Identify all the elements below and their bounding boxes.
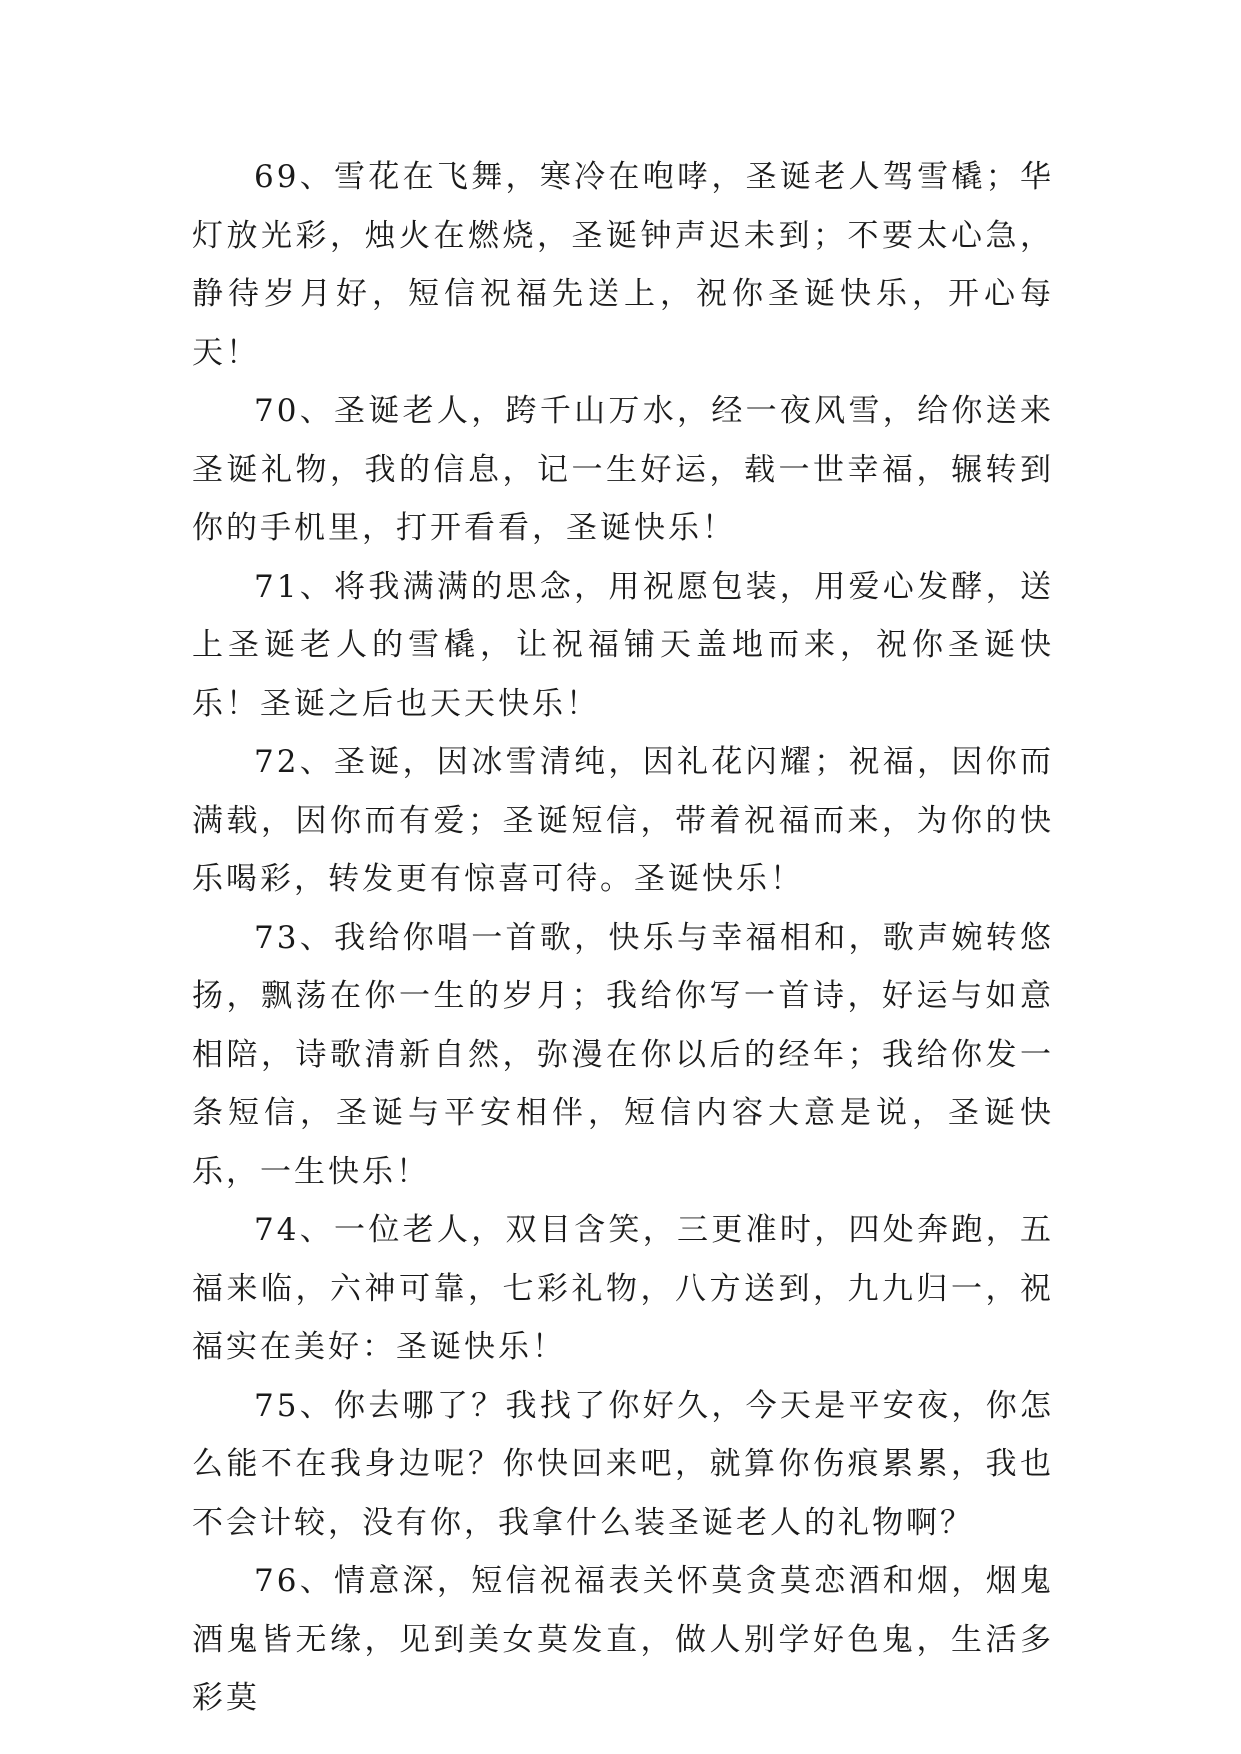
paragraph-69: 69、雪花在飞舞，寒冷在咆哮，圣诞老人驾雪橇；华灯放光彩，烛火在燃烧，圣诞钟声迟未到；不要太心急，静待岁月好，短信祝福先送上，祝你圣诞快乐，开心每天！ [192, 159, 1054, 371]
paragraph-71: 71、将我满满的思念，用祝愿包装，用爱心发酵，送上圣诞老人的雪橇，让祝福铺天盖地而来，祝你圣诞快乐！圣诞之后也天天快乐！ [192, 568, 1054, 722]
paragraph-75: 75、你去哪了？我找了你好久，今天是平安夜，你怎么能不在我身边呢？你快回来吧，就算你伤痕累累，我也不会计较，没有你，我拿什么装圣诞老人的礼物啊？ [192, 1387, 1054, 1541]
paragraph-72: 72、圣诞，因冰雪清纯，因礼花闪耀；祝福，因你而满载，因你而有爱；圣诞短信，带着祝福而来，为你的快乐喝彩，转发更有惊喜可待。圣诞快乐！ [192, 744, 1054, 897]
document-page [192, 148, 1054, 1728]
paragraph-70: 70、圣诞老人，跨千山万水，经一夜风雪，给你送来圣诞礼物，我的信息，记一生好运，载一世幸福，辗转到你的手机里，打开看看，圣诞快乐！ [192, 393, 1054, 546]
paragraph-76: 76、情意深，短信祝福表关怀莫贪莫恋酒和烟，烟鬼酒鬼皆无缘，见到美女莫发直，做人别学好色鬼，生活多彩莫 [192, 1563, 1054, 1716]
paragraph-74: 74、一位老人，双目含笑，三更准时，四处奔跑，五福来临，六神可靠，七彩礼物，八方送到，九九归一，祝福实在美好：圣诞快乐！ [192, 1212, 1054, 1365]
paragraph-73: 73、我给你唱一首歌，快乐与幸福相和，歌声婉转悠扬，飘荡在你一生的岁月；我给你写一首诗，好运与如意相陪，诗歌清新自然，弥漫在你以后的经年；我给你发一条短信，圣诞与平安相伴，短信内容大意是说，圣诞快乐，一生快乐！ [192, 919, 1054, 1190]
